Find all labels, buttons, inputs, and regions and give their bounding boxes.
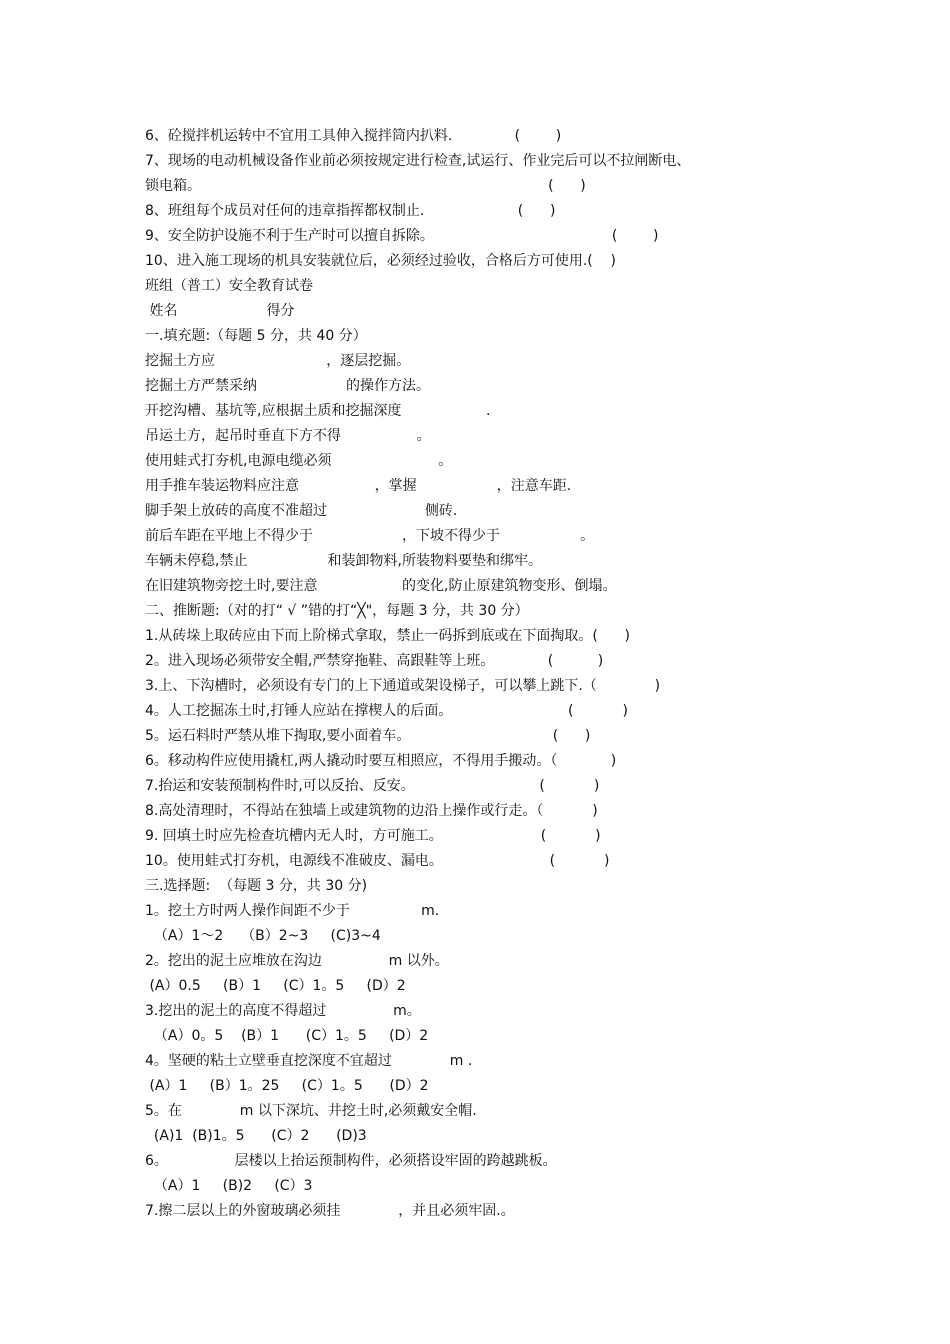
text-line: 锁电箱。 ( ) xyxy=(145,178,586,194)
options-line: （A）1～2 （B）2~3 (C)3~4 xyxy=(145,928,381,944)
text-line: 开挖沟槽、基坑等,应根据土质和挖掘深度 . xyxy=(145,403,491,419)
text-line: 3.挖出的泥土的高度不得超过 m。 xyxy=(145,1003,421,1019)
text-line: 1。挖土方时两人操作间距不少于 m. xyxy=(145,903,440,919)
text-line: 2。挖出的泥土应堆放在沟边 m 以外。 xyxy=(145,953,449,969)
text-line: 脚手架上放砖的高度不准超过 侧砖. xyxy=(145,503,458,519)
text-line: 9. 回填土时应先检查坑槽内无人时，方可施工。 ( ) xyxy=(145,828,601,844)
text-line: 3.上、下沟槽时，必须设有专门的上下通道或架设梯子，可以攀上跳下.（ ) xyxy=(145,678,661,694)
text-line: 7、现场的电动机械设备作业前必须按规定进行检查,试运行、作业完后可以不拉闸断电、 xyxy=(145,153,691,169)
text-line: 5。运石料时严禁从堆下掏取,要小面着车。 ( ) xyxy=(145,728,591,744)
text-line: 2。进入现场必须带安全帽,严禁穿拖鞋、高跟鞋等上班。 ( ) xyxy=(145,653,604,669)
options-line: （A）1 (B)2 (C）3 xyxy=(145,1178,313,1194)
section-heading-judge: 二、推断题:（对的打“ √ ”错的打“╳"，每题 3 分，共 30 分） xyxy=(145,603,529,619)
document-title: 班组（普工）安全教育试卷 xyxy=(145,278,313,294)
options-line: (A）0.5 (B）1 (C）1。5 (D）2 xyxy=(145,978,406,994)
text-line: 5。在 m 以下深坑、井挖土时,必须戴安全帽. xyxy=(145,1103,477,1119)
text-line: 10。使用蛙式打夯机，电源线不准破皮、漏电。 ( ) xyxy=(145,853,610,869)
text-line: 在旧建筑物旁挖土时,要注意 的变化,防止原建筑物变形、倒塌。 xyxy=(145,578,617,594)
text-line: 6。移动构件应使用撬杠,两人撬动时要互相照应，不得用手搬动。（ ) xyxy=(145,753,617,769)
text-line: 6、砼搅拌机运转中不宜用工具伸入搅拌筒内扒料. ( ) xyxy=(145,128,562,144)
options-line: (A)1 (B)1。5 (C）2 (D)3 xyxy=(145,1128,367,1144)
text-line: 9、安全防护设施不利于生产时可以擅自拆除。 ( ) xyxy=(145,228,659,244)
text-line: 7.抬运和安装预制构件时,可以反抬、反安。 ( ) xyxy=(145,778,600,794)
text-line: 使用蛙式打夯机,电源电缆必须 。 xyxy=(145,453,453,469)
text-line: 6。 层楼以上抬运预制构件，必须搭设牢固的跨越跳板。 xyxy=(145,1153,557,1169)
text-line: 车辆未停稳,禁止 和装卸物料,所装物料要垫和绑牢。 xyxy=(145,553,543,569)
text-line: 挖掘土方严禁采纳 的操作方法。 xyxy=(145,378,431,394)
text-line: 前后车距在平地上不得少于 ，下坡不得少于 。 xyxy=(145,528,595,544)
text-line: 10、进入施工现场的机具安装就位后，必须经过验收，合格后方可使用.( ) xyxy=(145,253,616,269)
name-score-line: 姓名 得分 xyxy=(145,303,295,319)
text-line: 4。人工挖掘冻土时,打锤人应站在撑楔人的后面。 ( ) xyxy=(145,703,628,719)
section-heading-choice: 三.选择题: （每题 3 分，共 30 分) xyxy=(145,878,368,894)
text-line: 7.擦二层以上的外窗玻璃必须挂 ，并且必须牢固.。 xyxy=(145,1203,515,1219)
text-line: 用手推车装运物料应注意 ，掌握 ，注意车距. xyxy=(145,478,572,494)
options-line: （A）0。5 (B）1 (C）1。5 (D）2 xyxy=(145,1028,429,1044)
text-line: 4。坚硬的粘土立壁垂直挖深度不宜超过 m . xyxy=(145,1053,473,1069)
text-line: 8.高处清理时，不得站在独墙上或建筑物的边沿上操作或行走。（ ) xyxy=(145,803,598,819)
text-line: 8、班组每个成员对任何的违章指挥都权制止. ( ) xyxy=(145,203,556,219)
text-line: 1.从砖垛上取砖应由下而上阶梯式拿取，禁止一码拆到底或在下面掏取。( ) xyxy=(145,628,630,644)
options-line: (A）1 (B）1。25 (C）1。5 (D）2 xyxy=(145,1078,429,1094)
section-heading-fill: 一.填充题:（每题 5 分，共 40 分） xyxy=(145,328,367,344)
text-line: 吊运土方，起吊时垂直下方不得 。 xyxy=(145,428,431,444)
text-line: 挖掘土方应 ，逐层挖掘。 xyxy=(145,353,411,369)
